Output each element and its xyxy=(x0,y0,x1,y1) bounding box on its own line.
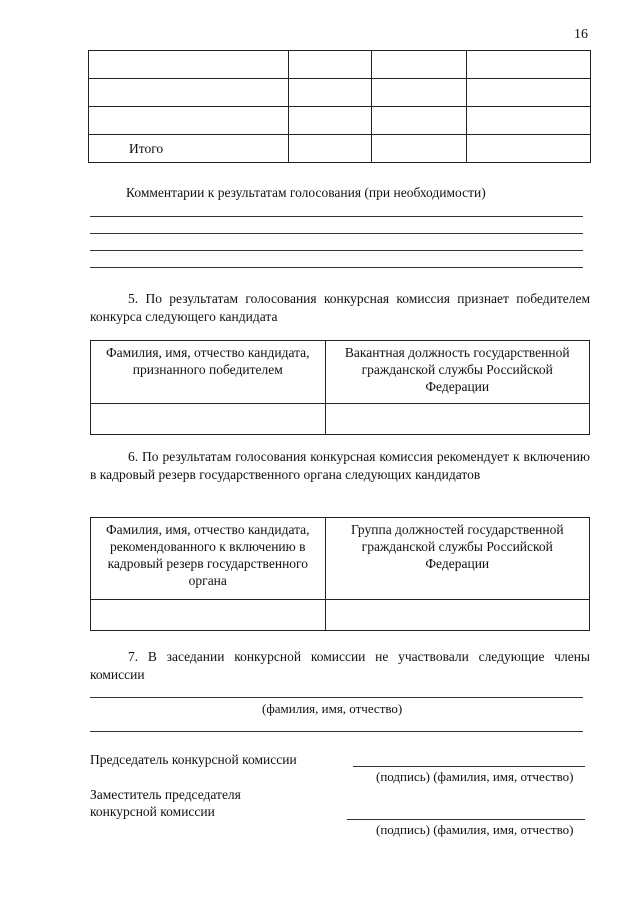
total-label: Итого xyxy=(89,135,289,163)
comments-heading: Комментарии к результатам голосования (при необходимости) xyxy=(126,185,486,200)
table-cell xyxy=(89,107,289,135)
table-cell xyxy=(467,51,591,79)
table-cell xyxy=(467,135,591,163)
table-row xyxy=(89,79,591,107)
table-row xyxy=(91,404,590,435)
comment-line[interactable] xyxy=(90,267,583,268)
table-cell xyxy=(467,107,591,135)
deputy-signature-line[interactable] xyxy=(347,819,585,820)
table-row xyxy=(89,51,591,79)
deputy-label-line1: Заместитель председателя xyxy=(90,787,241,802)
table-header-row xyxy=(91,341,590,404)
deputy-signature-caption: (подпись) (фамилия, имя, отчество) xyxy=(376,822,574,837)
section-7-text: 7. В заседании конкурсной комиссии не участвовали следующие члены комиссии xyxy=(90,649,590,682)
comment-line[interactable] xyxy=(90,233,583,234)
table-cell xyxy=(89,79,289,107)
table-cell xyxy=(371,79,467,107)
table-row-total xyxy=(89,135,591,163)
reserve-name-cell[interactable] xyxy=(91,600,326,631)
deputy-label-line2: конкурсной комиссии xyxy=(90,804,215,819)
section-6-text: 6. По результатам голосования конкурсная комиссия рекомендует к включению в кадровый резерв государственного органа следующих кандидатов xyxy=(90,449,590,482)
table-row xyxy=(91,600,590,631)
reserve-name-header: Фамилия, имя, отчество кандидата, рекомендованного к включению в кадровый резерв государственного органа xyxy=(91,518,326,600)
table-row xyxy=(89,107,591,135)
winner-position-header: Вакантная должность государственной гражданской службы Российской Федерации xyxy=(325,341,590,404)
table-cell xyxy=(288,107,371,135)
winner-name-header: Фамилия, имя, отчество кандидата, признанного победителем xyxy=(91,341,326,404)
absent-members-caption: (фамилия, имя, отчество) xyxy=(262,701,403,716)
reserve-group-header: Группа должностей государственной гражданской службы Российской Федерации xyxy=(325,518,589,600)
absent-members-line-2[interactable] xyxy=(90,731,583,732)
winner-table xyxy=(90,340,590,435)
section-5-text: 5. По результатам голосования конкурсная комиссия признает победителем конкурса следующего кандидата xyxy=(90,291,590,324)
table-cell xyxy=(371,107,467,135)
table-cell xyxy=(371,135,467,163)
table-cell xyxy=(89,51,289,79)
chair-signature-line[interactable] xyxy=(353,766,585,767)
vote-results-table xyxy=(88,50,591,163)
table-cell xyxy=(467,79,591,107)
comment-line[interactable] xyxy=(90,216,583,217)
reserve-table xyxy=(90,517,590,631)
winner-name-cell[interactable] xyxy=(91,404,326,435)
table-header-row xyxy=(91,518,590,600)
comment-line[interactable] xyxy=(90,250,583,251)
absent-members-line[interactable] xyxy=(90,697,583,698)
chair-label: Председатель конкурсной комиссии xyxy=(90,752,297,767)
table-cell xyxy=(288,135,371,163)
chair-signature-caption: (подпись) (фамилия, имя, отчество) xyxy=(376,769,574,784)
page-number: 16 xyxy=(574,27,588,42)
table-cell xyxy=(371,51,467,79)
reserve-group-cell[interactable] xyxy=(325,600,589,631)
table-cell xyxy=(288,79,371,107)
winner-position-cell[interactable] xyxy=(325,404,590,435)
table-cell xyxy=(288,51,371,79)
